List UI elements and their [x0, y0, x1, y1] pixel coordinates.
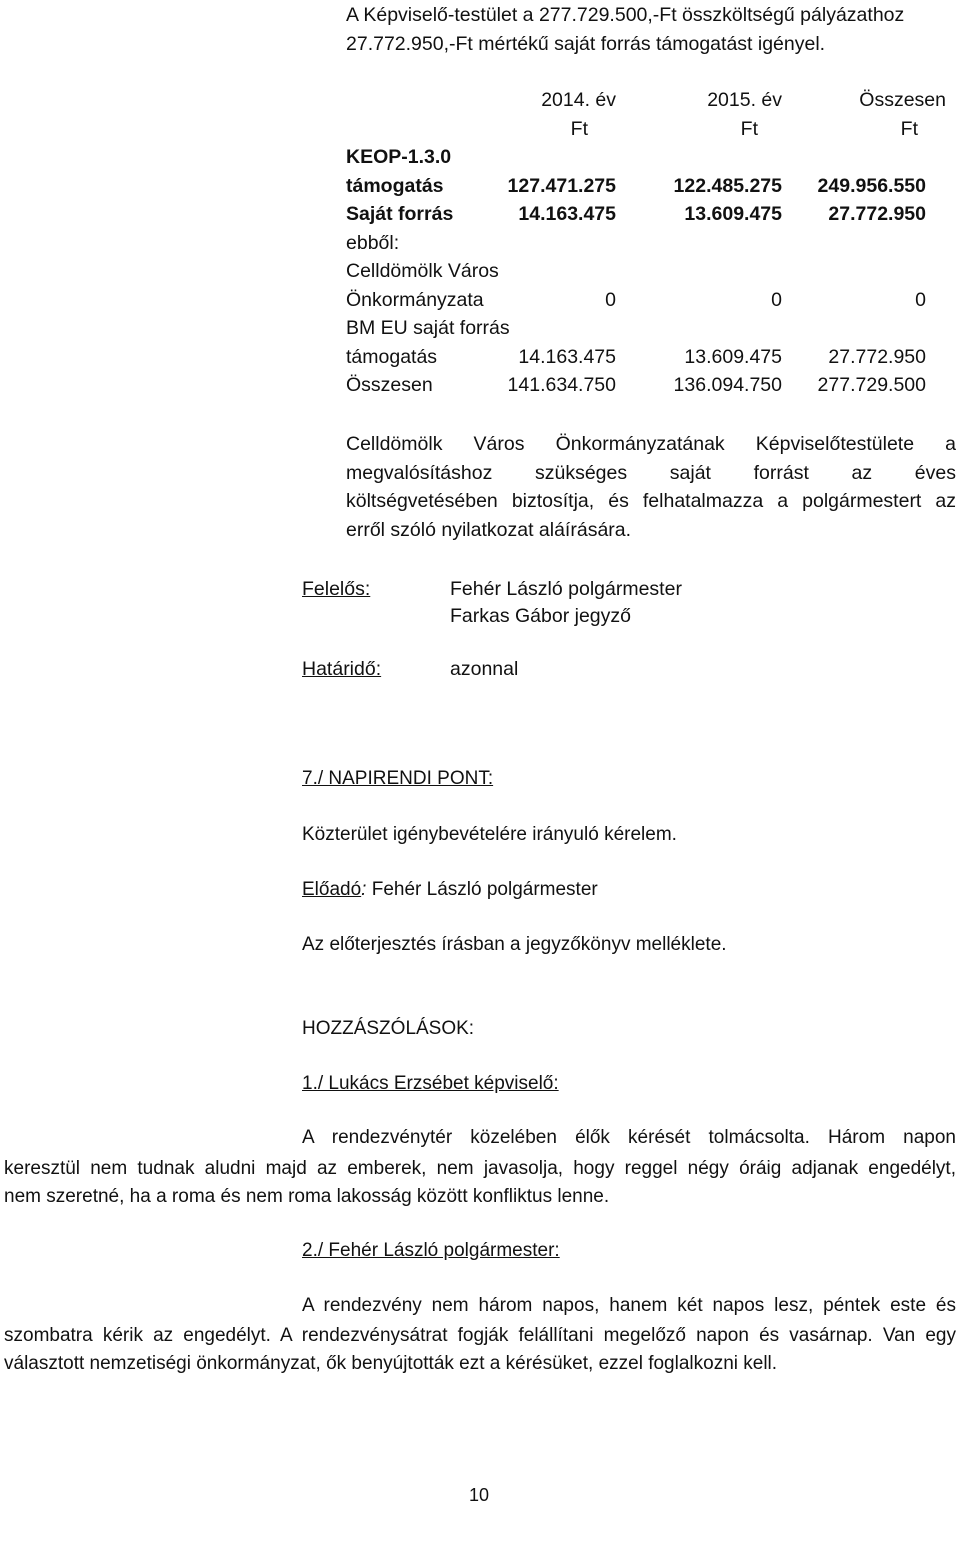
- unit-total: Ft: [900, 117, 918, 140]
- row-value: 13.609.475: [684, 203, 782, 225]
- comment-1-line-2: keresztül nem tudnak aludni majd az emberek, nem javasolja, hogy reggel négy óráig adjanak engedélyt,: [4, 1158, 956, 1179]
- row-value: 136.094.750: [673, 374, 782, 396]
- responsible-person-1: Fehér László polgármester: [450, 578, 682, 600]
- unit-2015: Ft: [740, 117, 758, 140]
- row-value: 127.471.275: [507, 174, 616, 197]
- deadline-value: azonnal: [450, 658, 519, 680]
- row-value: 27.772.950: [828, 203, 926, 225]
- resolution-line: megvalósításhoz szükséges saját forrást az éves: [346, 461, 956, 484]
- row-value: 249.956.550: [817, 174, 926, 197]
- presenter-line: [302, 879, 598, 901]
- presenter-name: Fehér László polgármester: [366, 879, 598, 900]
- header-2015: 2015. év: [707, 89, 782, 111]
- row-label: KEOP-1.3.0: [346, 146, 452, 168]
- table-row: [346, 229, 946, 258]
- comment-2-line-2: szombatra kérik az engedélyt. A rendezvénysátrat fogják felállítani megelőző napon és vasárnap. Van egy: [4, 1325, 956, 1346]
- resolution-paragraph: [346, 430, 956, 544]
- row-value: 13.609.475: [684, 345, 782, 368]
- table-row: [346, 286, 946, 315]
- row-label: Saját forrás: [346, 203, 454, 225]
- row-value: 0: [915, 288, 926, 311]
- responsible-person-2: Farkas Gábor jegyző: [450, 605, 631, 627]
- row-label: ebből:: [346, 231, 400, 254]
- comment-1-line-3: nem szeretné, ha a roma és nem roma lakosság között konfliktus lenne.: [4, 1186, 610, 1207]
- comment-2-line-3: választott nemzetiségi önkormányzat, ők benyújtották ezt a kérésüket, ezzel foglalkozni kell.: [4, 1353, 778, 1374]
- responsible-label: Felelős:: [302, 578, 371, 600]
- table-row: [346, 143, 946, 172]
- row-value: 14.163.475: [518, 345, 616, 368]
- comment-speaker-1: 1./ Lukács Erzsébet képviselő:: [302, 1073, 559, 1094]
- row-label: támogatás: [346, 174, 444, 197]
- comments-heading: HOZZÁSZÓLÁSOK:: [302, 1018, 475, 1039]
- row-label: Önkormányzata: [346, 288, 484, 311]
- row-value: 27.772.950: [828, 345, 926, 368]
- table-header-row: [346, 86, 946, 115]
- header-total: Összesen: [859, 89, 946, 111]
- intro-line-2: 27.772.950,-Ft mértékű saját forrás támogatást igényel.: [346, 33, 826, 55]
- header-2014: 2014. év: [541, 89, 616, 111]
- resolution-line: Celldömölk Város Önkormányzatának Képviselőtestülete a: [346, 433, 956, 455]
- budget-table: [346, 86, 946, 400]
- table-row: [346, 371, 946, 400]
- table-units-row: [346, 115, 946, 144]
- row-label: támogatás: [346, 345, 438, 368]
- table-body: [346, 143, 946, 400]
- attachment-note: Az előterjesztés írásban a jegyzőkönyv melléklete.: [302, 934, 727, 955]
- row-value: 277.729.500: [817, 374, 926, 396]
- agenda-topic: Közterület igénybevételére irányuló kérelem.: [302, 824, 677, 845]
- comment-1-body: [4, 1155, 956, 1211]
- row-value: 14.163.475: [518, 203, 616, 225]
- agenda-heading: 7./ NAPIRENDI PONT:: [302, 768, 494, 789]
- table-row: [346, 172, 946, 201]
- row-value: 0: [771, 288, 782, 311]
- row-value: 122.485.275: [673, 174, 782, 197]
- unit-2014: Ft: [570, 117, 588, 140]
- resolution-line: erről szóló nyilatkozat aláírására.: [346, 518, 632, 541]
- table-row: [346, 257, 946, 286]
- row-value: 0: [605, 288, 616, 311]
- table-row: [346, 343, 946, 372]
- comment-2-line-1: A rendezvény nem három napos, hanem két napos lesz, péntek este és: [302, 1295, 956, 1316]
- intro-line-1: A Képviselő-testület a 277.729.500,-Ft összköltségű pályázathoz: [346, 4, 905, 26]
- deadline-label: Határidő:: [302, 658, 382, 680]
- comment-2-body: [4, 1322, 956, 1378]
- table-row: [346, 200, 946, 229]
- table-row: [346, 314, 946, 343]
- row-label: BM EU saját forrás: [346, 317, 510, 339]
- presenter-colon: :: [361, 879, 367, 900]
- row-label: Összesen: [346, 374, 433, 396]
- page-number: 10: [469, 1485, 490, 1505]
- resolution-line: költségvetésében biztosítja, és felhatalmazza a polgármestert az: [346, 490, 956, 512]
- comment-speaker-2: 2./ Fehér László polgármester:: [302, 1240, 560, 1261]
- row-label: Celldömölk Város: [346, 260, 499, 282]
- row-value: 141.634.750: [507, 374, 616, 396]
- comment-1-line-1: A rendezvénytér közelében élők kérését tolmácsolta. Három napon: [302, 1127, 956, 1148]
- presenter-label: Előadó: [302, 879, 362, 900]
